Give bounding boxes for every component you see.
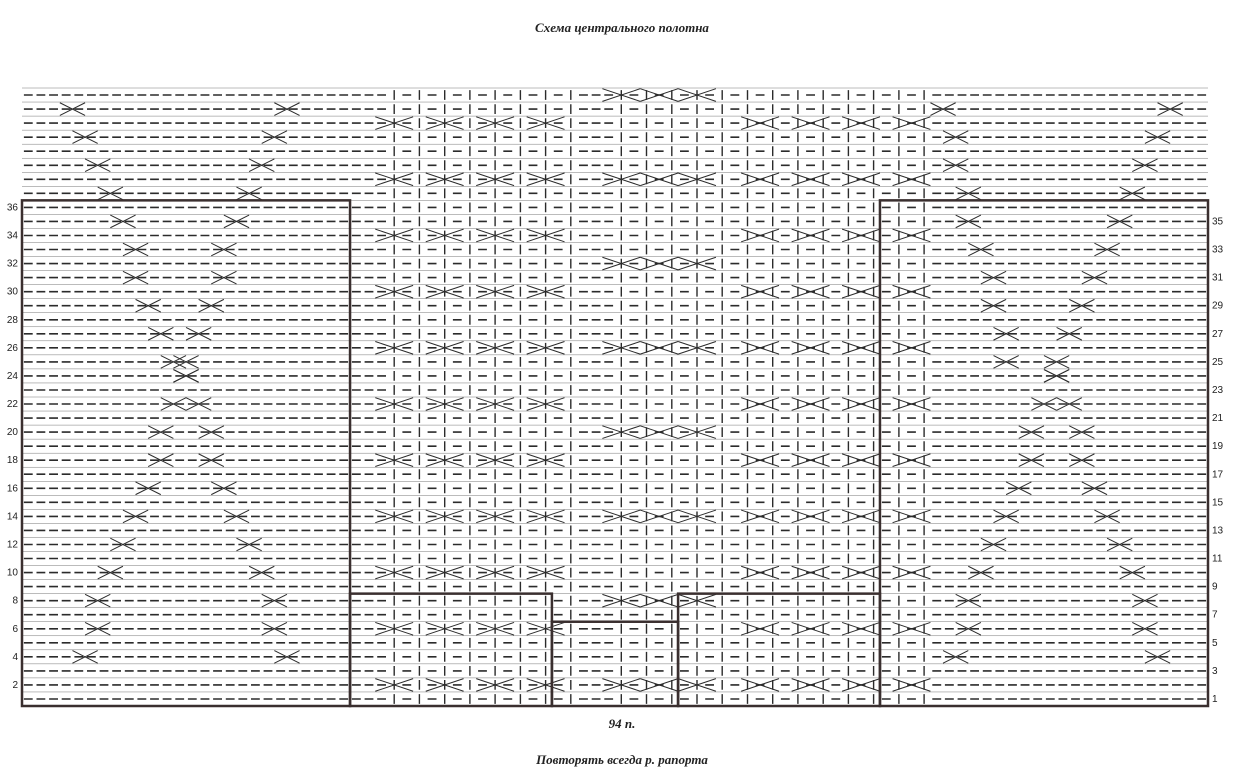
row-number-right: 23: [1212, 384, 1224, 396]
row-number-right: 17: [1212, 469, 1224, 481]
row-number-left: 20: [6, 427, 18, 439]
row-number-right: 11: [1212, 553, 1223, 565]
left-row-numbers: [7, 202, 19, 691]
row-number-right: 13: [1212, 525, 1224, 537]
row-number-left: 28: [6, 314, 18, 326]
row-number-left: 32: [6, 258, 18, 270]
chart-cells: [22, 88, 1208, 706]
row-number-left: 24: [6, 370, 18, 382]
row-number-left: 36: [6, 202, 18, 214]
row-number-right: 31: [1212, 272, 1224, 284]
row-number-left: 16: [6, 483, 18, 495]
chart-title: Схема центрального полотна: [535, 20, 709, 35]
row-number-right: 5: [1212, 637, 1218, 649]
row-number-right: 25: [1212, 356, 1224, 368]
row-number-right: 15: [1212, 497, 1224, 509]
row-number-right: 7: [1212, 609, 1218, 621]
repeat-note: Повторять всегда р. рапорта: [536, 752, 708, 767]
row-number-right: 35: [1212, 216, 1224, 228]
right-row-numbers: [1212, 216, 1224, 705]
row-number-left: 22: [6, 399, 18, 411]
row-number-right: 27: [1212, 328, 1224, 340]
row-number-right: 1: [1212, 693, 1218, 705]
row-number-right: 9: [1212, 581, 1218, 593]
row-number-left: 2: [12, 679, 18, 691]
row-number-left: 8: [12, 595, 18, 607]
row-number-left: 14: [6, 511, 18, 523]
row-number-right: 29: [1212, 300, 1224, 312]
row-number-left: 26: [6, 342, 18, 354]
row-number-left: 4: [12, 651, 18, 663]
row-number-left: 6: [12, 623, 18, 635]
row-number-left: 34: [6, 230, 18, 242]
row-number-right: 33: [1212, 244, 1224, 256]
row-number-right: 19: [1212, 441, 1224, 453]
row-number-left: 18: [6, 455, 18, 467]
row-number-right: 3: [1212, 665, 1218, 677]
stitch-count-label: 94 п.: [608, 716, 636, 731]
row-number-left: 10: [6, 567, 18, 579]
row-number-right: 21: [1212, 413, 1224, 425]
row-number-left: 30: [6, 286, 18, 298]
row-number-left: 12: [6, 539, 18, 551]
